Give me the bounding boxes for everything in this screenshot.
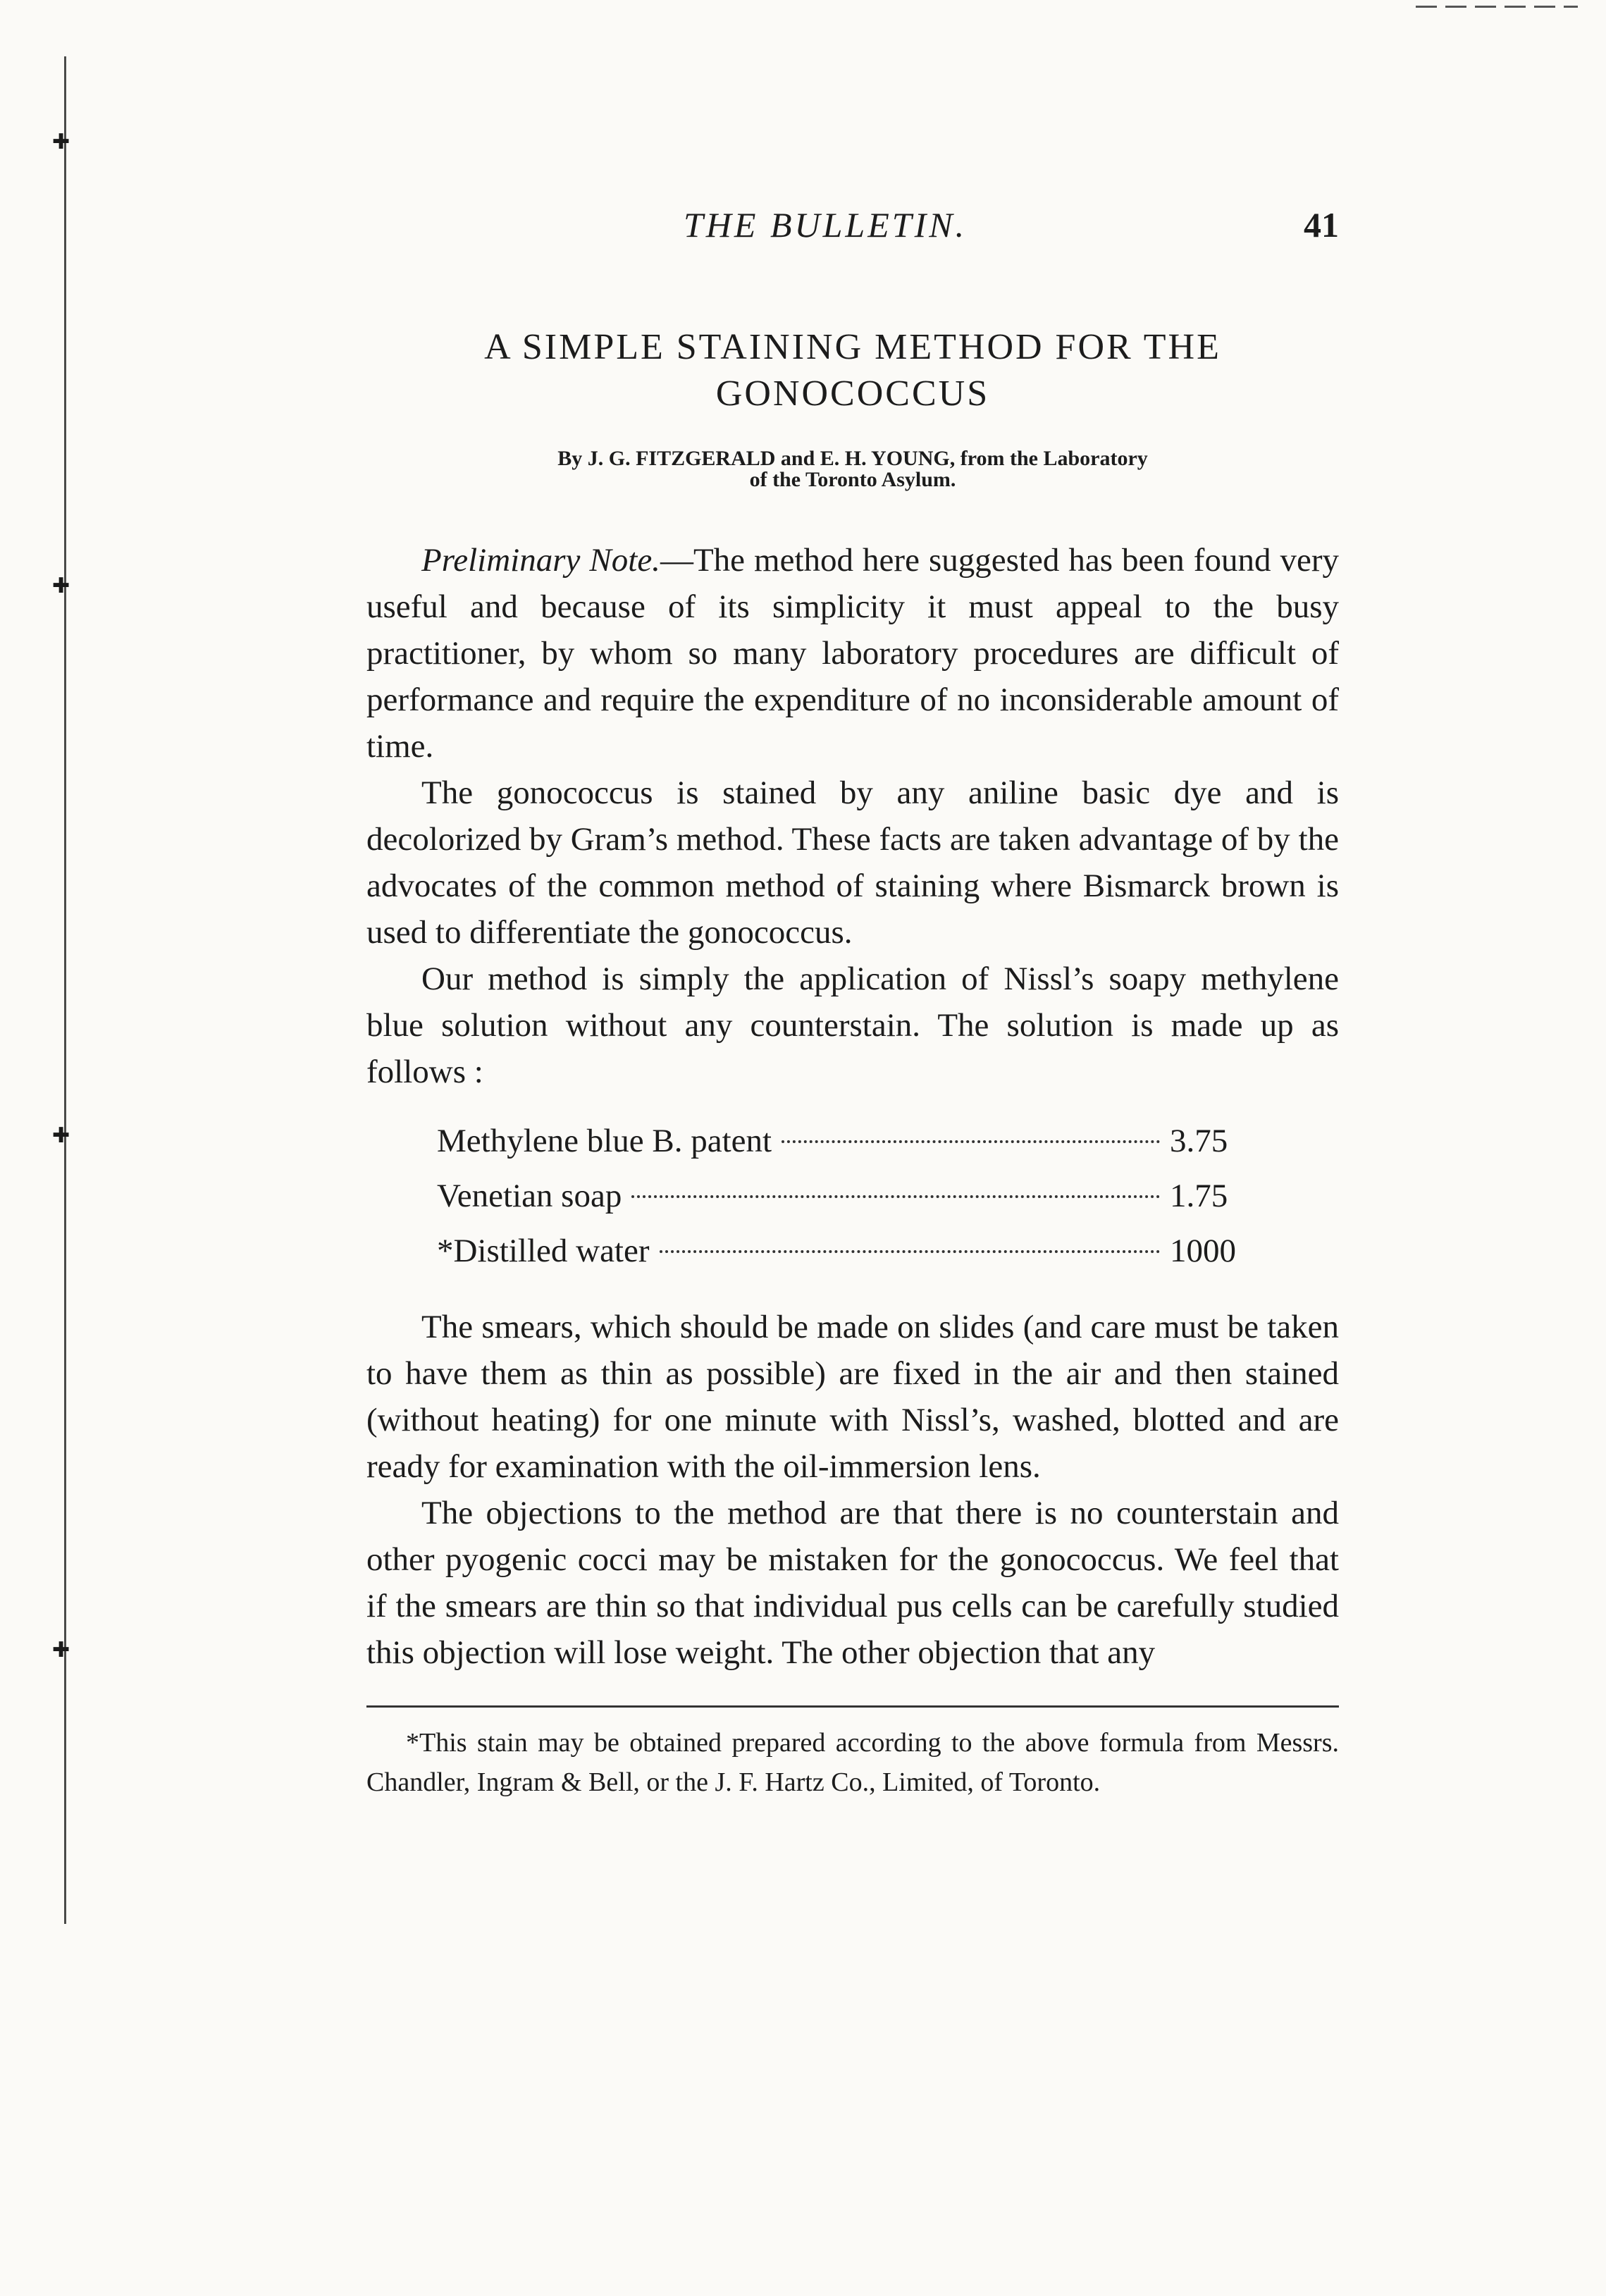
paragraph: Our method is simply the application of Nissl’s soapy methylene blue solution without any counterstain. The solution is made up as follows : xyxy=(366,961,1339,1090)
formula-row xyxy=(437,1168,1268,1223)
byline xyxy=(366,448,1339,490)
scan-binding-edge xyxy=(52,56,70,1924)
dot-leader xyxy=(660,1250,1160,1253)
binding-mark: ✚ xyxy=(52,1124,70,1147)
formula-amount: 3.75 xyxy=(1170,1123,1228,1159)
binding-mark: ✚ xyxy=(52,574,70,598)
paragraph-lead: Preliminary Note. xyxy=(421,542,660,579)
formula-ingredient: Methylene blue B. patent xyxy=(437,1123,772,1159)
formula-table xyxy=(437,1113,1268,1278)
paragraph-preliminary-note xyxy=(366,537,1339,770)
formula-amount: 1.75 xyxy=(1170,1178,1228,1214)
dot-leader xyxy=(631,1195,1160,1198)
article-title xyxy=(366,324,1339,417)
scan-artifact-dash xyxy=(1416,6,1578,8)
binding-mark: ✚ xyxy=(52,1638,70,1662)
running-head xyxy=(366,190,1339,254)
paragraph: The objections to the method are that there is no counterstain and other pyogenic cocci may be mistaken for the gonococcus. We feel that if the smears are thin so that individual pus cells can be carefully studied this objection will lose weight. The other objection that any xyxy=(366,1495,1339,1671)
formula-row xyxy=(437,1113,1268,1168)
paragraph: The gonococcus is stained by any aniline basic dye and is decolorized by Gram’s method. These facts are taken advantage of by the advocates of the common method of staining where Bismarck brown is used to differentiate the gonococcus. xyxy=(366,774,1339,951)
footnote-rule xyxy=(366,1705,1339,1708)
binding-mark: ✚ xyxy=(52,130,70,154)
dot-leader xyxy=(782,1140,1160,1143)
footnote: *This stain may be obtained prepared according to the above formula from Messrs. Chandler, Ingram & Bell, or the J. F. Hartz Co., Limited, of Toronto. xyxy=(366,1728,1339,1797)
byline-line: By J. G. FITZGERALD and E. H. YOUNG, from the Laboratory xyxy=(557,447,1148,470)
paragraph: The smears, which should be made on slides (and care must be taken to have them as thin as possible) are fixed in the air and then stained (without heating) for one minute with Nissl’s, washed, blotted and are ready for examination with the oil-immersion lens. xyxy=(366,1309,1339,1485)
article-body xyxy=(366,537,1339,1676)
article-title-line: A SIMPLE STAINING METHOD FOR THE xyxy=(484,327,1221,367)
formula-ingredient: Venetian soap xyxy=(437,1178,622,1214)
paragraph-text: —The method here suggested has been found very useful and because of its simplicity it must appeal to the busy practitioner, by whom so many laboratory procedures are difficult of performance and require the expenditure of no inconsiderable amount of time. xyxy=(366,542,1339,765)
formula-ingredient: *Distilled water xyxy=(437,1233,650,1269)
formula-row xyxy=(437,1223,1268,1278)
formula-amount: 1000 xyxy=(1170,1233,1236,1269)
byline-line: of the Toronto Asylum. xyxy=(749,468,956,491)
article-title-line: GONOCOCCUS xyxy=(715,374,990,414)
page-number: 41 xyxy=(1304,205,1339,245)
page xyxy=(366,190,1339,1802)
running-title: THE BULLETIN. xyxy=(684,205,968,245)
